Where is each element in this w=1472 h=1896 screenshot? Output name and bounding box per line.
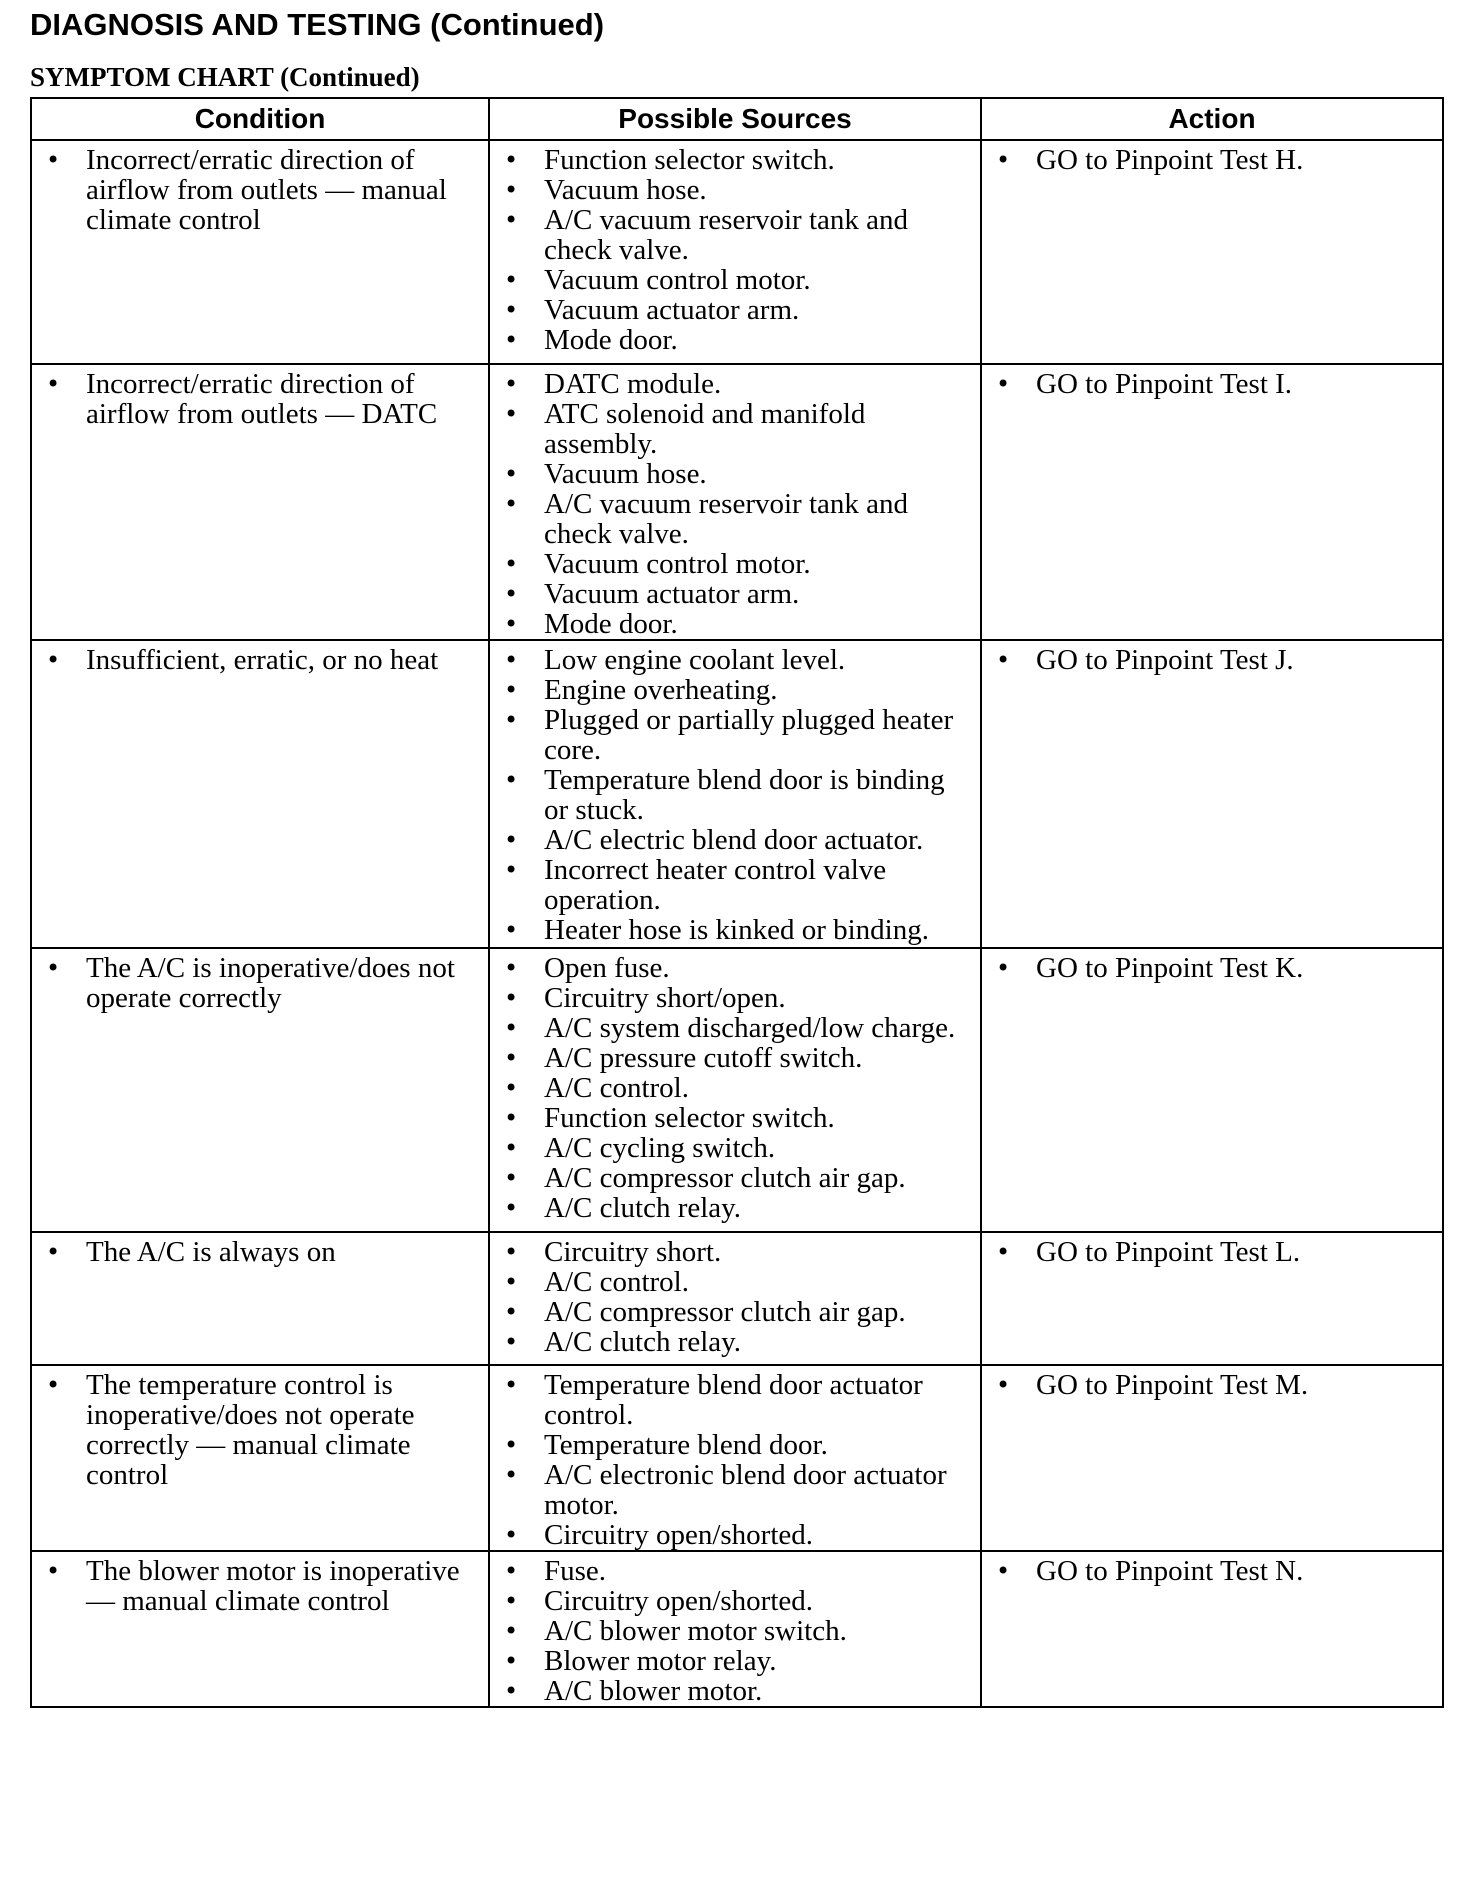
source-text: ATC solenoid and manifold assembly. [544,398,866,460]
source-text: Vacuum control motor. [544,264,811,296]
action-cell [981,140,1443,364]
bullet-icon: • [504,1431,519,1459]
table-row [31,140,1443,364]
bullet-icon: • [504,954,519,982]
action-text: GO to Pinpoint Test K. [1036,952,1304,984]
source-text: Engine overheating. [544,674,778,706]
list-item [990,953,1434,983]
source-text: Circuitry open/shorted. [544,1519,814,1551]
bullet-icon: • [504,1104,519,1132]
list-item [498,1013,972,1043]
list-item [498,549,972,579]
list-item [498,953,972,983]
source-text: Low engine coolant level. [544,644,846,676]
condition-cell [31,140,489,364]
source-text: A/C compressor clutch air gap. [544,1296,906,1328]
condition-cell [31,1365,489,1551]
table-row [31,1365,1443,1551]
source-text: Blower motor relay. [544,1645,777,1677]
bullet-icon: • [504,1044,519,1072]
bullet-icon: • [46,146,61,174]
list-item [498,1460,972,1520]
bullet-icon: • [504,296,519,324]
bullet-icon: • [504,826,519,854]
source-text: Vacuum hose. [544,458,707,490]
list-item [498,369,972,399]
list-item [990,1370,1434,1400]
list-item [498,1133,972,1163]
bullet-icon: • [504,856,519,884]
sources-list [498,953,972,1223]
action-list [990,953,1434,983]
document-page [30,0,1450,1708]
list-item [498,1616,972,1646]
bullet-icon: • [504,326,519,354]
list-item [498,205,972,265]
action-text: GO to Pinpoint Test H. [1036,144,1304,176]
page-title: DIAGNOSIS AND TESTING (Continued) [30,7,605,42]
source-text: A/C electric blend door actuator. [544,824,924,856]
list-item [498,1267,972,1297]
list-item [498,145,972,175]
bullet-icon: • [504,580,519,608]
action-list [990,369,1434,399]
table-row [31,1551,1443,1707]
list-item [498,459,972,489]
source-text: Temperature blend door. [544,1429,828,1461]
list-item [498,765,972,825]
bullet-icon: • [504,1521,519,1549]
source-text: A/C blower motor switch. [544,1615,847,1647]
list-item [40,369,480,429]
bullet-icon: • [996,954,1011,982]
source-text: Temperature blend door actuator control. [544,1369,923,1431]
sources-list [498,1556,972,1706]
table-row [31,640,1443,948]
list-item [498,675,972,705]
bullet-icon: • [504,706,519,734]
column-header-possible-sources: Possible Sources [489,98,981,140]
bullet-icon: • [504,1371,519,1399]
possible-sources-cell [489,1551,981,1707]
source-text: DATC module. [544,368,722,400]
list-item [498,825,972,855]
action-cell [981,1365,1443,1551]
bullet-icon: • [996,146,1011,174]
action-list [990,1556,1434,1586]
list-item [40,145,480,235]
source-text: A/C control. [544,1266,689,1298]
action-list [990,145,1434,175]
list-item [40,1556,480,1616]
source-text: A/C control. [544,1072,689,1104]
action-cell [981,364,1443,640]
action-list [990,1370,1434,1400]
list-item [990,645,1434,675]
sources-list [498,1370,972,1550]
source-text: Function selector switch. [544,144,835,176]
bullet-icon: • [504,984,519,1012]
possible-sources-cell [489,140,981,364]
source-text: Circuitry short/open. [544,982,786,1014]
source-text: Plugged or partially plugged heater core. [544,704,954,766]
bullet-icon: • [504,1557,519,1585]
action-list [990,645,1434,675]
source-text: Function selector switch. [544,1102,835,1134]
source-text: Vacuum control motor. [544,548,811,580]
source-text: Open fuse. [544,952,670,984]
list-item [498,1676,972,1706]
bullet-icon: • [996,1557,1011,1585]
bullet-icon: • [504,1014,519,1042]
bullet-icon: • [504,460,519,488]
table-row [31,1232,1443,1365]
bullet-icon: • [504,206,519,234]
action-cell [981,948,1443,1232]
sources-list [498,1237,972,1357]
bullet-icon: • [996,1371,1011,1399]
bullet-icon: • [504,676,519,704]
bullet-icon: • [504,1587,519,1615]
action-list [990,1237,1434,1267]
source-text: Temperature blend door is binding or stuck. [544,764,945,826]
list-item [498,325,972,355]
source-text: A/C clutch relay. [544,1192,742,1224]
action-text: GO to Pinpoint Test M. [1036,1369,1309,1401]
possible-sources-cell [489,640,981,948]
condition-text: The A/C is inoperative/does not operate correctly [86,952,455,1014]
bullet-icon: • [46,370,61,398]
list-item [40,1370,480,1490]
source-text: Vacuum actuator arm. [544,578,800,610]
condition-text: Incorrect/erratic direction of airflow from outlets — DATC [86,368,438,430]
condition-list [40,1556,480,1616]
condition-cell [31,948,489,1232]
list-item [498,1520,972,1550]
possible-sources-cell [489,1232,981,1365]
list-item [990,1556,1434,1586]
list-item [498,175,972,205]
condition-text: Incorrect/erratic direction of airflow from outlets — manual climate control [86,144,447,236]
source-text: Vacuum actuator arm. [544,294,800,326]
list-item [40,645,480,675]
bullet-icon: • [504,370,519,398]
bullet-icon: • [504,1134,519,1162]
sources-list [498,145,972,355]
condition-list [40,645,480,675]
sources-list [498,369,972,639]
source-text: Fuse. [544,1555,607,1587]
condition-list [40,145,480,235]
condition-cell [31,1551,489,1707]
bullet-icon: • [504,1164,519,1192]
list-item [40,953,480,1013]
list-item [990,1237,1434,1267]
bullet-icon: • [504,1328,519,1356]
bullet-icon: • [996,370,1011,398]
source-text: A/C clutch relay. [544,1326,742,1358]
symptom-chart-table [30,97,1444,1708]
bullet-icon: • [504,646,519,674]
bullet-icon: • [46,1557,61,1585]
list-item [498,645,972,675]
bullet-icon: • [504,176,519,204]
bullet-icon: • [504,1238,519,1266]
list-item [498,1646,972,1676]
source-text: Circuitry short. [544,1236,722,1268]
list-item [990,369,1434,399]
bullet-icon: • [504,610,519,638]
bullet-icon: • [504,766,519,794]
bullet-icon: • [504,1617,519,1645]
bullet-icon: • [996,646,1011,674]
bullet-icon: • [504,1268,519,1296]
action-cell [981,640,1443,948]
source-text: Incorrect heater control valve operation. [544,854,887,916]
column-header-action: Action [981,98,1443,140]
source-text: Vacuum hose. [544,174,707,206]
list-item [498,1193,972,1223]
table-row [31,948,1443,1232]
bullet-icon: • [504,266,519,294]
bullet-icon: • [504,490,519,518]
bullet-icon: • [504,550,519,578]
bullet-icon: • [504,1298,519,1326]
action-cell [981,1551,1443,1707]
condition-list [40,1370,480,1490]
source-text: Mode door. [544,608,678,640]
list-item [498,295,972,325]
list-item [498,1556,972,1586]
action-text: GO to Pinpoint Test L. [1036,1236,1301,1268]
condition-cell [31,364,489,640]
list-item [40,1237,480,1267]
source-text: A/C blower motor. [544,1675,763,1707]
list-item [498,1237,972,1267]
list-item [498,705,972,765]
source-text: A/C vacuum reservoir tank and check valve. [544,488,909,550]
condition-cell [31,640,489,948]
list-item [498,1297,972,1327]
action-text: GO to Pinpoint Test N. [1036,1555,1304,1587]
bullet-icon: • [46,954,61,982]
list-item [498,1430,972,1460]
source-text: Mode door. [544,324,678,356]
source-text: A/C compressor clutch air gap. [544,1162,906,1194]
condition-list [40,369,480,429]
bullet-icon: • [996,1238,1011,1266]
bullet-icon: • [504,400,519,428]
bullet-icon: • [504,1677,519,1705]
source-text: A/C vacuum reservoir tank and check valve. [544,204,909,266]
condition-text: The A/C is always on [86,1236,336,1268]
list-item [498,855,972,915]
possible-sources-cell [489,1365,981,1551]
table-body [31,140,1443,1707]
sources-list [498,645,972,945]
list-item [498,399,972,459]
bullet-icon: • [46,1371,61,1399]
source-text: Circuitry open/shorted. [544,1585,814,1617]
condition-cell [31,1232,489,1365]
list-item [498,265,972,295]
list-item [498,1073,972,1103]
bullet-icon: • [46,646,61,674]
bullet-icon: • [504,1647,519,1675]
source-text: Heater hose is kinked or binding. [544,914,929,946]
source-text: A/C cycling switch. [544,1132,776,1164]
column-header-condition: Condition [31,98,489,140]
list-item [498,983,972,1013]
list-item [498,1370,972,1430]
list-item [990,145,1434,175]
list-item [498,1043,972,1073]
list-item [498,489,972,549]
bullet-icon: • [504,1461,519,1489]
possible-sources-cell [489,948,981,1232]
condition-text: The temperature control is inoperative/does not operate correctly — manual climate control [86,1369,415,1491]
section-subtitle: SYMPTOM CHART (Continued) [30,62,420,92]
table-row [31,364,1443,640]
list-item [498,1103,972,1133]
condition-text: Insufficient, erratic, or no heat [86,644,439,676]
bullet-icon: • [504,146,519,174]
source-text: A/C electronic blend door actuator motor. [544,1459,947,1521]
list-item [498,579,972,609]
source-text: A/C system discharged/low charge. [544,1012,956,1044]
list-item [498,1327,972,1357]
action-text: GO to Pinpoint Test I. [1036,368,1293,400]
action-cell [981,1232,1443,1365]
bullet-icon: • [504,916,519,944]
list-item [498,609,972,639]
list-item [498,1586,972,1616]
bullet-icon: • [46,1238,61,1266]
action-text: GO to Pinpoint Test J. [1036,644,1294,676]
condition-list [40,1237,480,1267]
source-text: A/C pressure cutoff switch. [544,1042,863,1074]
possible-sources-cell [489,364,981,640]
condition-list [40,953,480,1013]
bullet-icon: • [504,1194,519,1222]
condition-text: The blower motor is inoperative — manual climate control [86,1555,460,1617]
list-item [498,915,972,945]
table-header-row [31,98,1443,140]
bullet-icon: • [504,1074,519,1102]
list-item [498,1163,972,1193]
